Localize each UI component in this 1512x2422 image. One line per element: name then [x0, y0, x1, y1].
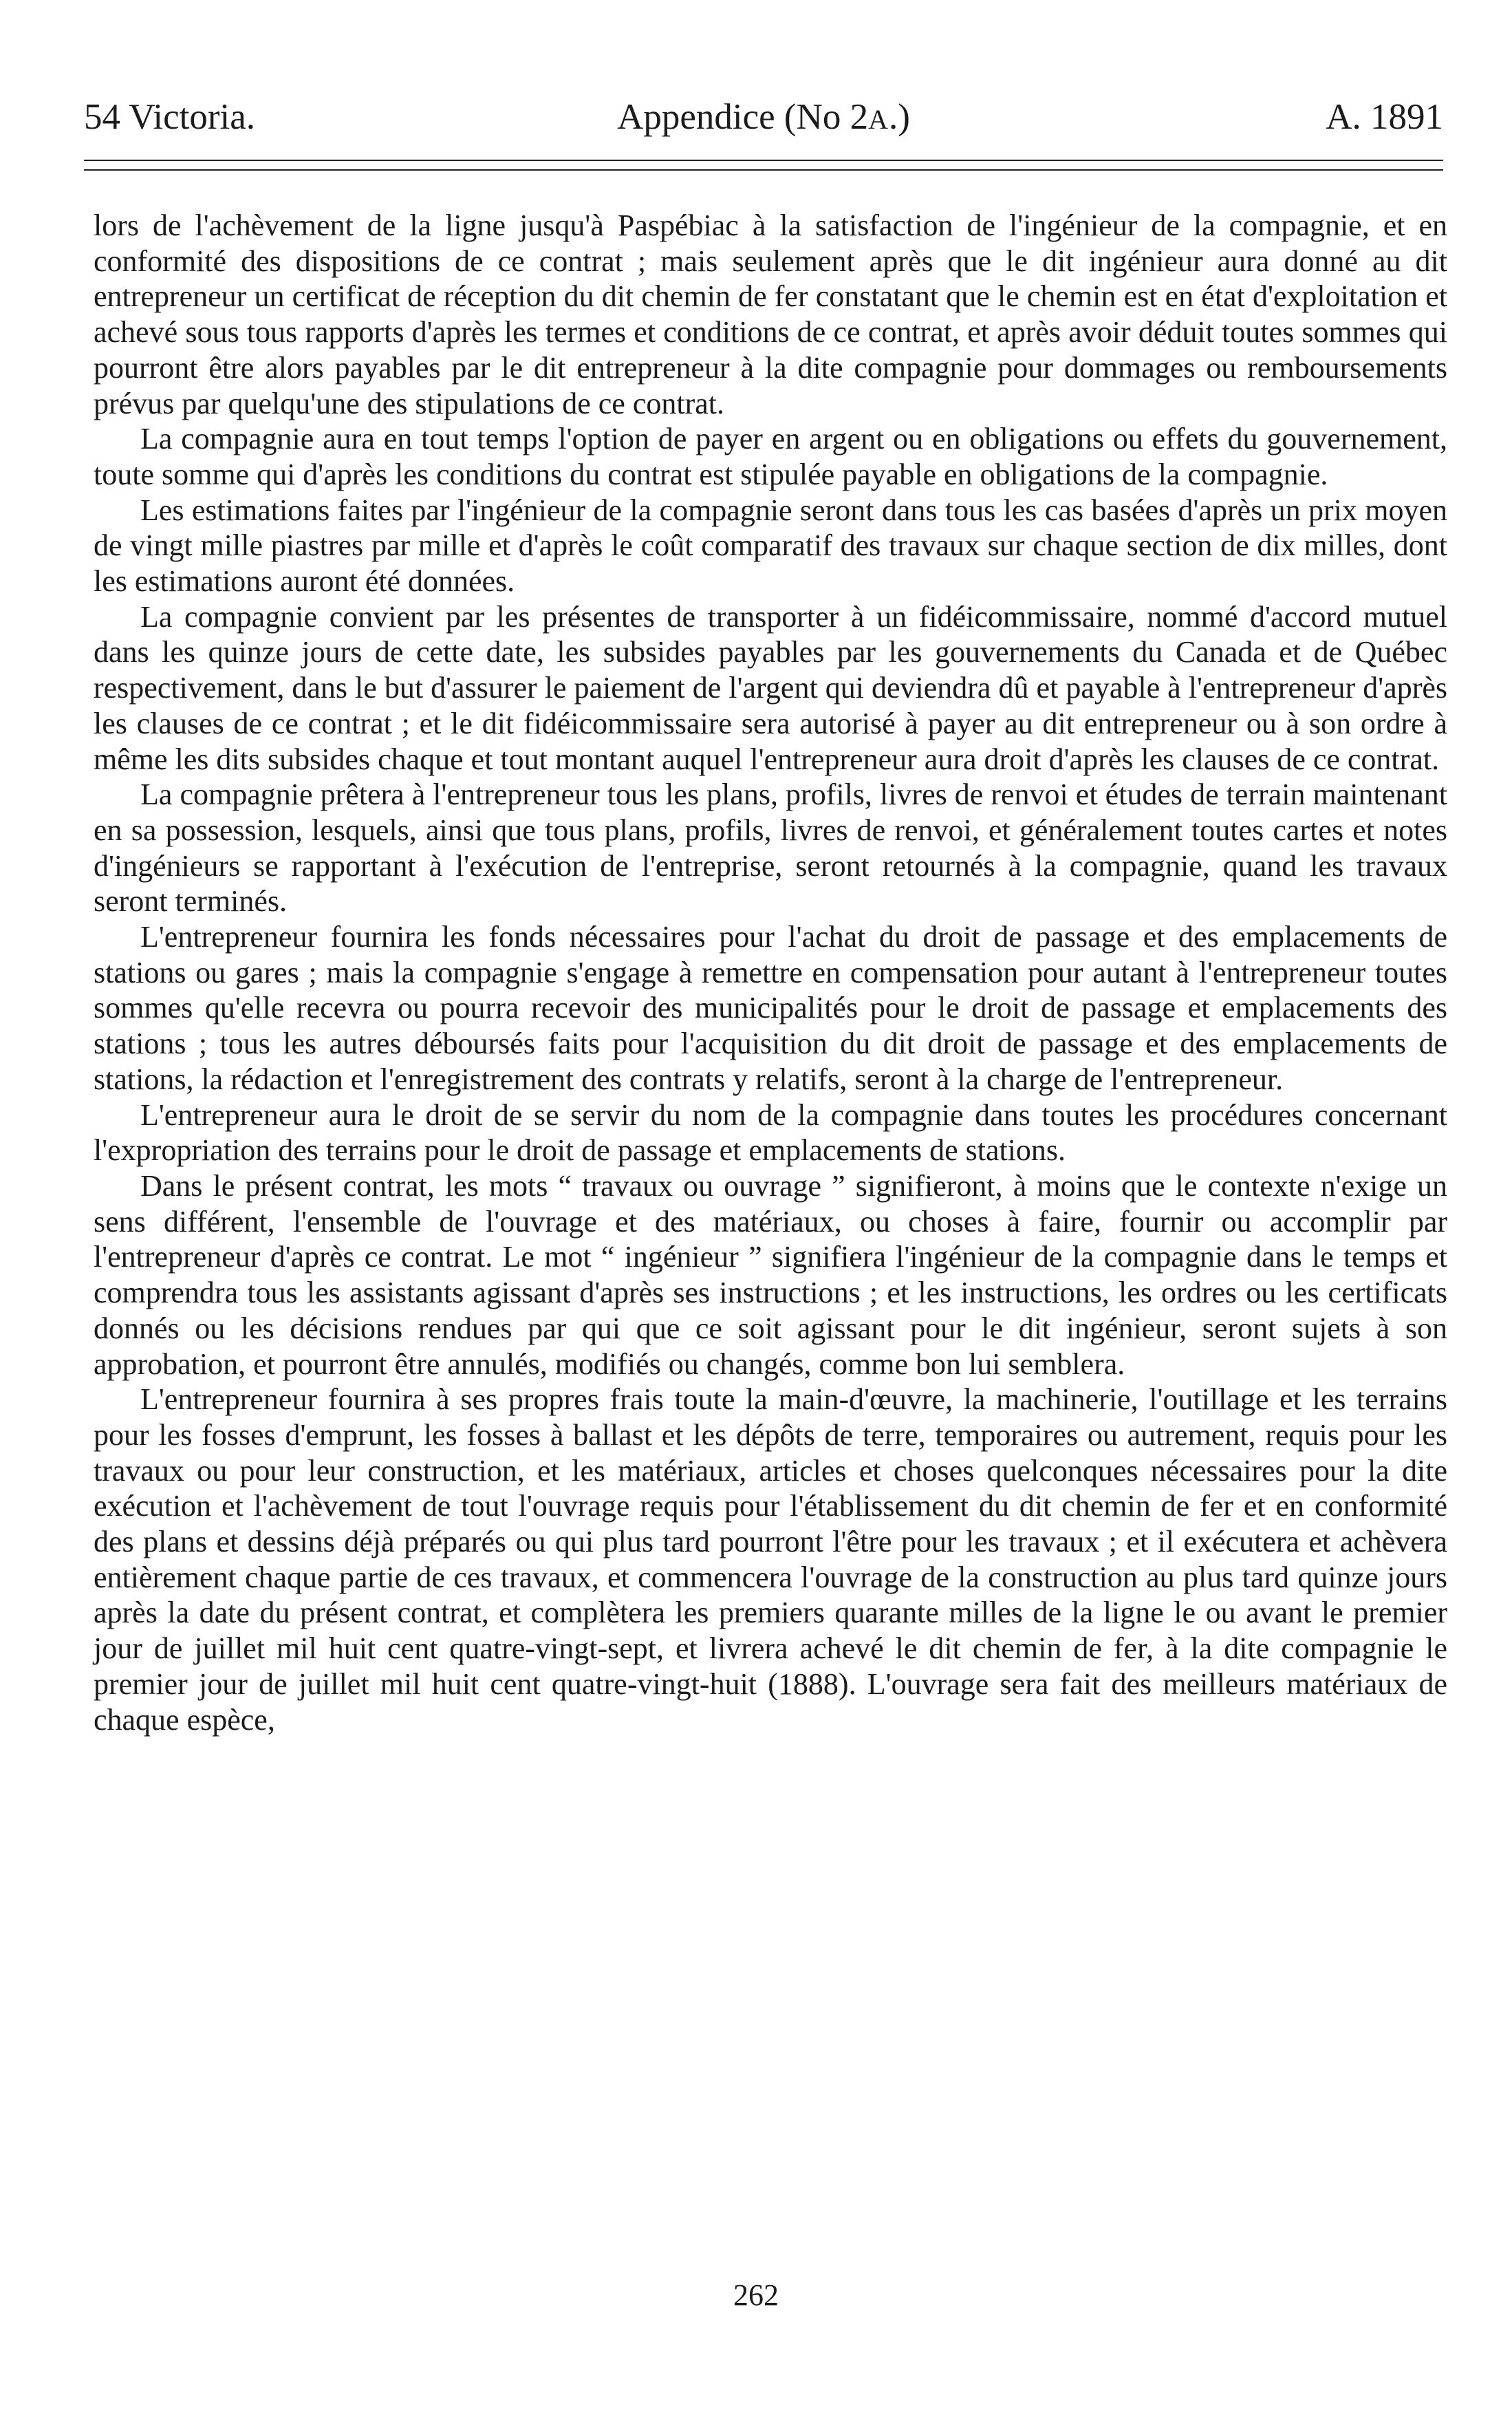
paragraph: L'entrepreneur fournira les fonds nécessaires pour l'achat du droit de passage et des emplacements de stations ou gares ; mais la compagnie s'engage à remettre en compensation pour autant à l'entrepreneur toutes sommes qu'elle recevra ou pourra recevoir des municipalités pour le droit de passage et emplacements des stations ; tous les autres déboursés faits pour l'acquisition du dit droit de passage et des emplacements de stations, la rédaction et l'enregistrement des contrats y relatifs, seront à la charge de l'entrepreneur.	[94, 920, 1447, 1096]
paragraph: La compagnie prêtera à l'entrepreneur tous les plans, profils, livres de renvoi et études de terrain maintenant en sa possession, lesquels, ainsi que tous plans, profils, livres de renvoi, et généralement toutes cartes et notes d'ingénieurs se rapportant à l'exécution de l'entreprise, seront retournés à la compagnie, quand les travaux seront terminés.	[94, 778, 1447, 919]
session-label: 54 Victoria.	[84, 97, 256, 137]
paragraph: L'entrepreneur fournira à ses propres frais toute la main-d'œuvre, la machinerie, l'outillage et les terrains pour les fosses d'emprunt, les fosses à ballast et les dépôts de terre, temporaires ou autrement, requis pour les travaux ou pour leur construction, et les matériaux, articles et choses quelconques nécessaires pour la dite exécution et l'achèvement de tout l'ouvrage requis pour l'établissement du dit chemin de fer et en conformité des plans et dessins déjà préparés ou qui plus tard pourront l'être pour les travaux ; et il exécutera et achèvera entièrement chaque partie de ces travaux, et commencera l'ouvrage de la construction au plus tard quinze jours après la date du présent contrat, et complètera les premiers quarante milles de la ligne le ou avant le premier jour de juillet mil huit cent quatre-vingt-sept, et livrera achevé le dit chemin de fer, à la dite compagnie le premier jour de juillet mil huit cent quatre-vingt-huit (1888). L'ouvrage sera fait des meilleurs matériaux de chaque espèce,	[94, 1382, 1447, 1737]
appendix-label	[84, 95, 1443, 142]
appendix-small-cap: A	[868, 104, 889, 135]
paragraph: La compagnie convient par les présentes de transporter à un fidéicommissaire, nommé d'accord mutuel dans les quinze jours de cette date, les subsides payables par les gouvernements du Canada et de Québec respectivement, dans le but d'assurer le paiement de l'argent qui deviendra dû et payable à l'entrepreneur d'après les clauses de ce contrat ; et le dit fidéicommissaire sera autorisé à payer au dit entrepreneur ou à son ordre à même les dits subsides chaque et tout montant auquel l'entrepreneur aura droit d'après les clauses de ce contrat.	[94, 599, 1447, 776]
paragraph: La compagnie aura en tout temps l'option de payer en argent ou en obligations ou effets du gouvernement, toute somme qui d'après les conditions du contrat est stipulée payable en obligations de la compagnie.	[94, 422, 1447, 491]
paragraph: Les estimations faites par l'ingénieur de la compagnie seront dans tous les cas basées d'après un prix moyen de vingt mille piastres par mille et d'après le coût comparatif des travaux sur chaque section de dix milles, dont les estimations auront été données.	[94, 493, 1447, 599]
paragraph: Dans le présent contrat, les mots “ travaux ou ouvrage ” signifieront, à moins que le contexte n'exige un sens différent, l'ensemble de l'ouvrage et des matériaux, ou choses à faire, fournir ou accomplir par l'entrepreneur d'après ce contrat. Le mot “ ingénieur ” signifiera l'ingénieur de la compagnie dans le temps et comprendra tous les assistants agissant d'après ses instructions ; et les instructions, les ordres ou les certificats donnés ou les décisions rendues par qui que ce soit agissant pour le dit ingénieur, seront sujets à son approbation, et pourront être annulés, modifiés ou changés, comme bon lui semblera.	[94, 1168, 1447, 1381]
paragraph: L'entrepreneur aura le droit de se servir du nom de la compagnie dans toutes les procédures concernant l'expropriation des terrains pour le droit de passage et emplacements de stations.	[94, 1097, 1447, 1168]
header-rule-bottom	[84, 169, 1443, 171]
appendix-close: .)	[888, 97, 910, 137]
year-label: A. 1891	[1326, 97, 1443, 137]
page-number: 262	[733, 2278, 779, 2312]
header-rule-top	[84, 160, 1443, 161]
appendix-text: Appendice (No 2	[617, 97, 869, 137]
paragraph: lors de l'achèvement de la ligne jusqu'à Paspébiac à la satisfaction de l'ingénieur de la compagnie, et en conformité des dispositions de ce contrat ; mais seulement après que le dit ingénieur aura donné au dit entrepreneur un certificat de réception du dit chemin de fer constatant que le chemin est en état d'exploitation et achevé sous tous rapports d'après les termes et conditions de ce contrat, et après avoir déduit toutes sommes qui pourront être alors payables par le dit entrepreneur à la dite compagnie pour dommages ou remboursements prévus par quelqu'une des stipulations de ce contrat.	[94, 208, 1447, 420]
running-head	[84, 95, 1443, 139]
body-text	[94, 208, 1447, 1737]
